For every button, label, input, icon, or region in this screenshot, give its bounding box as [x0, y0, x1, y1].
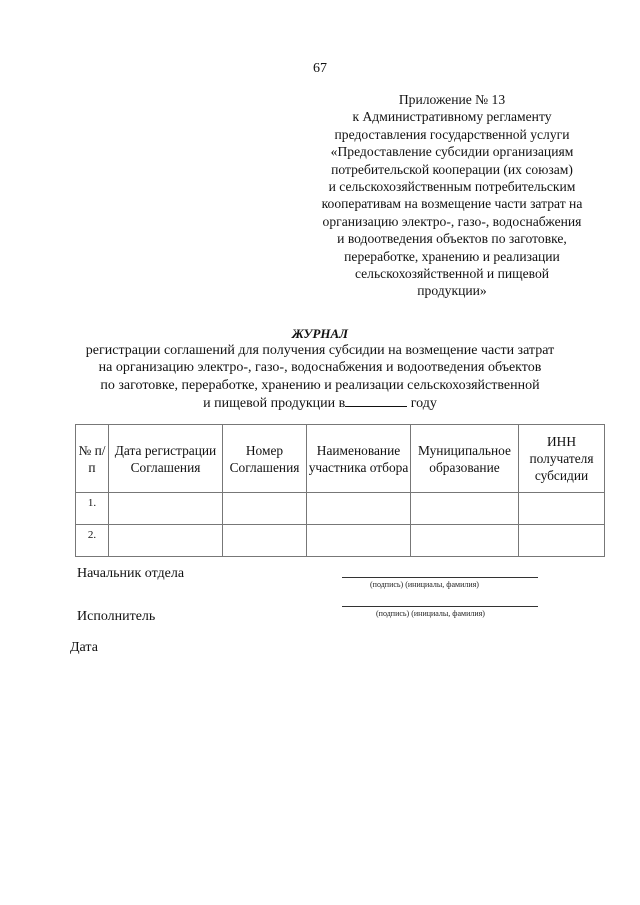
year-suffix: году [407, 395, 437, 411]
table-cell [109, 525, 223, 557]
column-header-agreement-number: Номер Соглашения [223, 425, 307, 493]
journal-year-line [0, 394, 640, 412]
column-header-number: № п/п [76, 425, 109, 493]
appendix-line: организацию электро-, газо-, водоснабжения [322, 213, 582, 229]
appendix-line: сельскохозяйственной и пищевой [354, 266, 550, 282]
table-cell [411, 525, 519, 557]
row-number: 2. [76, 525, 109, 557]
appendix-line: переработке, хранению и реализации [344, 248, 560, 264]
appendix-line: потребительской кооперации (их союзам) [331, 161, 573, 177]
journal-subtitle-line: на организацию электро-, газо-, водоснабжения и водоотведения объектов [98, 360, 542, 376]
journal-title: ЖУРНАЛ [291, 326, 349, 341]
appendix-line: предоставления государственной услуги [334, 126, 570, 142]
row-number: 1. [76, 493, 109, 525]
year-prefix: и пищевой продукции в [203, 395, 346, 411]
column-header-participant-name: Наименование участника отбора [307, 425, 411, 493]
table-cell [223, 525, 307, 557]
table-row [76, 525, 605, 557]
page-number: 67 [313, 61, 327, 76]
table-cell [411, 493, 519, 525]
appendix-line: продукции» [417, 283, 487, 299]
table-cell [307, 525, 411, 557]
appendix-line: и сельскохозяйственным потребительским [328, 179, 576, 195]
journal-subtitle-line: регистрации соглашений для получения субсидии на возмещение части затрат [85, 343, 555, 359]
journal-subtitle-line: по заготовке, переработке, хранению и реализации сельскохозяйственной [100, 377, 540, 393]
table-cell [109, 493, 223, 525]
appendix-note [294, 91, 610, 300]
table-cell [307, 493, 411, 525]
column-header-inn: ИНН получателя субсидии [519, 425, 605, 493]
appendix-line: кооперативам на возмещение части затрат на [321, 196, 583, 212]
table-cell [223, 493, 307, 525]
registration-table [75, 424, 605, 557]
table-cell [519, 493, 605, 525]
head-of-department-label: Начальник отдела [77, 566, 185, 581]
column-header-registration-date: Дата регистрации Соглашения [109, 425, 223, 493]
journal-heading [0, 325, 640, 412]
executor-signature-caption: (подпись) (инициалы, фамилия) [376, 609, 485, 618]
head-signature-line [342, 577, 538, 578]
table-row [76, 493, 605, 525]
year-blank [345, 394, 407, 407]
table-header-row [76, 425, 605, 493]
appendix-line: «Предоставление субсидии организациям [330, 144, 574, 160]
head-signature-caption: (подпись) (инициалы, фамилия) [370, 580, 479, 589]
table-cell [519, 525, 605, 557]
executor-signature-line [342, 606, 538, 607]
appendix-line: и водоотведения объектов по заготовке, [337, 231, 567, 247]
appendix-line: Приложение № 13 [398, 92, 506, 107]
executor-label: Исполнитель [77, 609, 156, 624]
date-label: Дата [70, 640, 98, 655]
column-header-municipality: Муниципальное образование [411, 425, 519, 493]
appendix-line: к Административному регламенту [352, 109, 552, 125]
